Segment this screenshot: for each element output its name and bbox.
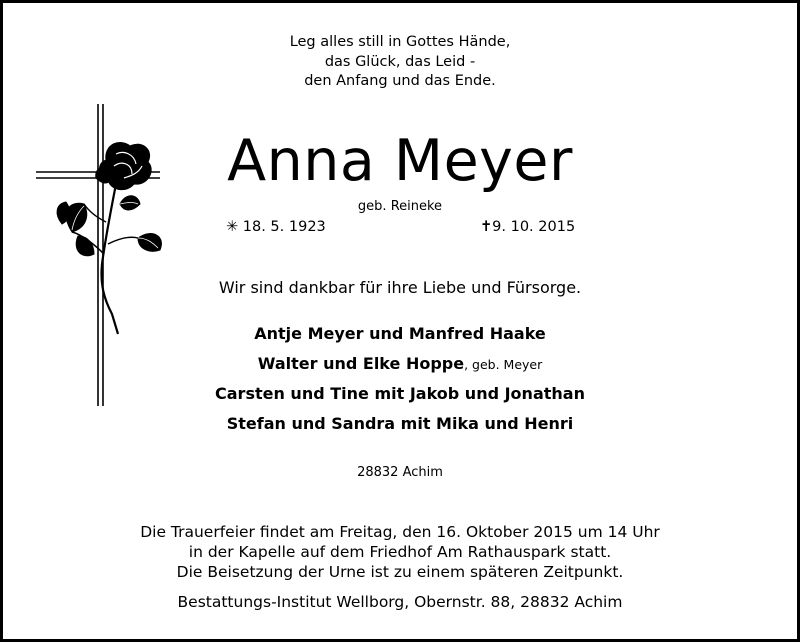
place: 28832 Achim — [357, 465, 443, 480]
birth-info — [226, 218, 326, 236]
mourner-line: Walter und Elke Hoppe, geb. Meyer — [257, 354, 543, 373]
maiden-name: geb. Reineke — [357, 199, 443, 214]
verse-line-1: Leg alles still in Gottes Hände, — [289, 34, 511, 50]
mourners-list — [0, 319, 800, 439]
death-date: 9. 10. 2015 — [492, 219, 576, 235]
mourner-line: Carsten und Tine mit Jakob und Jonathan — [215, 384, 585, 403]
death-cross-icon: ✝ — [480, 219, 493, 235]
birth-star-icon: ✳ — [226, 219, 239, 235]
death-info — [480, 218, 575, 236]
mourner-line: Stefan und Sandra mit Mika und Henri — [226, 414, 574, 433]
verse — [0, 33, 800, 92]
verse-line-2: das Glück, das Leid - — [324, 53, 476, 70]
undertaker: Bestattungs-Institut Wellborg, Obernstr. 88, 28832 Achim — [177, 593, 623, 611]
service-line-2: in der Kapelle auf dem Friedhof Am Rathauspark statt. — [188, 543, 612, 561]
birth-date: 18. 5. 1923 — [242, 219, 326, 235]
mourner-line: Antje Meyer und Manfred Haake — [254, 324, 546, 343]
verse-line-3: den Anfang und das Ende. — [304, 73, 496, 89]
service-line-1: Die Trauerfeier findet am Freitag, den 16. Oktober 2015 um 14 Uhr — [140, 523, 660, 541]
deceased-name: Anna Meyer — [227, 128, 573, 194]
thanks-line: Wir sind dankbar für ihre Liebe und Fürsorge. — [218, 278, 582, 297]
service-line-3: Die Beisetzung der Urne ist zu einem späteren Zeitpunkt. — [176, 563, 624, 581]
service-info — [0, 522, 800, 582]
